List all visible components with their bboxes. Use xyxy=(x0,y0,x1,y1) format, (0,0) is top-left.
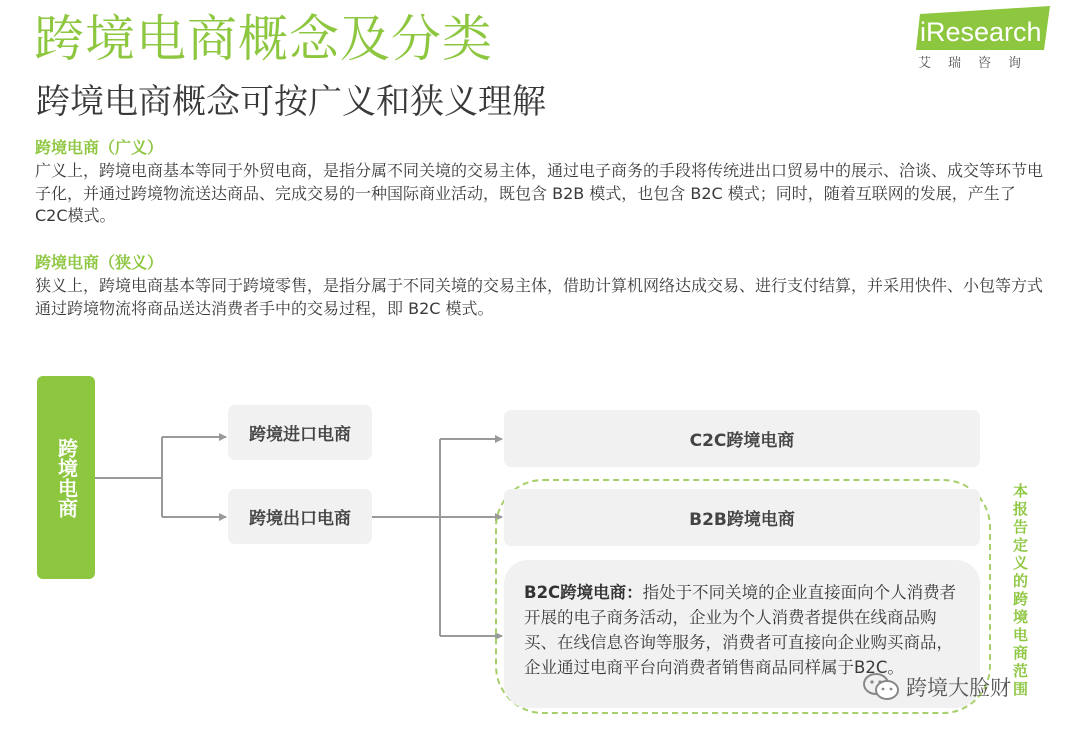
b2b-node xyxy=(504,489,980,546)
broad-definition-text: 广义上，跨境电商基本等同于外贸电商，是指分属不同关境的交易主体，通过电子商务的手段将传统进出口贸易中的展示、洽谈、成交等环节电子化，并通过跨境物流送达商品、完成交易的一种国际商业活动，既包含 B2B 模式，也包含 B2C 模式；同时，随着互联网的发展，产生了C2C模式。 xyxy=(35,161,1044,225)
c2c-node-label: C2C跨境电商 xyxy=(689,431,795,451)
import-node xyxy=(228,405,372,460)
narrow-definition-heading: 跨境电商（狭义） xyxy=(35,253,164,272)
root-node xyxy=(37,376,95,579)
b2b-node-label: B2B跨境电商 xyxy=(689,510,795,530)
export-node xyxy=(228,489,372,544)
report-scope-note: 本报告定义的跨境电商范围 xyxy=(1011,483,1029,699)
watermark xyxy=(862,672,1011,702)
logo-cn-text: 艾瑞咨询 xyxy=(918,56,1039,71)
export-node-label: 跨境出口电商 xyxy=(249,509,351,529)
c2c-node xyxy=(504,410,980,467)
wechat-icon xyxy=(862,672,900,702)
page-subtitle: 跨境电商概念可按广义和狭义理解 xyxy=(36,82,546,122)
watermark-text: 跨境大脸财 xyxy=(906,676,1011,700)
b2c-node-term: B2C跨境电商： xyxy=(524,583,643,602)
root-node-label: 跨境电商 xyxy=(54,437,79,518)
narrow-definition-text: 狭义上，跨境电商基本等同于跨境零售，是指分属于不同关境的交易主体，借助计算机网络达成交易、进行支付结算，并采用快件、小包等方式通过跨境物流将商品送达消费者手中的交易过程，即 B2C 模式。 xyxy=(35,276,1044,318)
logo-brand-text: iResearch xyxy=(920,17,1042,47)
b2c-node-description: 指处于不同关境的企业直接面向个人消费者开展的电子商务活动，企业为个人消费者提供在线商品购买、在线信息咨询等服务，消费者可直接向企业购买商品，企业通过电商平台向消费者销售商品同样属于B2C。 xyxy=(524,583,957,677)
import-node-label: 跨境进口电商 xyxy=(249,425,351,445)
broad-definition-heading: 跨境电商（广义） xyxy=(35,138,164,157)
page-title: 跨境电商概念及分类 xyxy=(34,10,493,68)
